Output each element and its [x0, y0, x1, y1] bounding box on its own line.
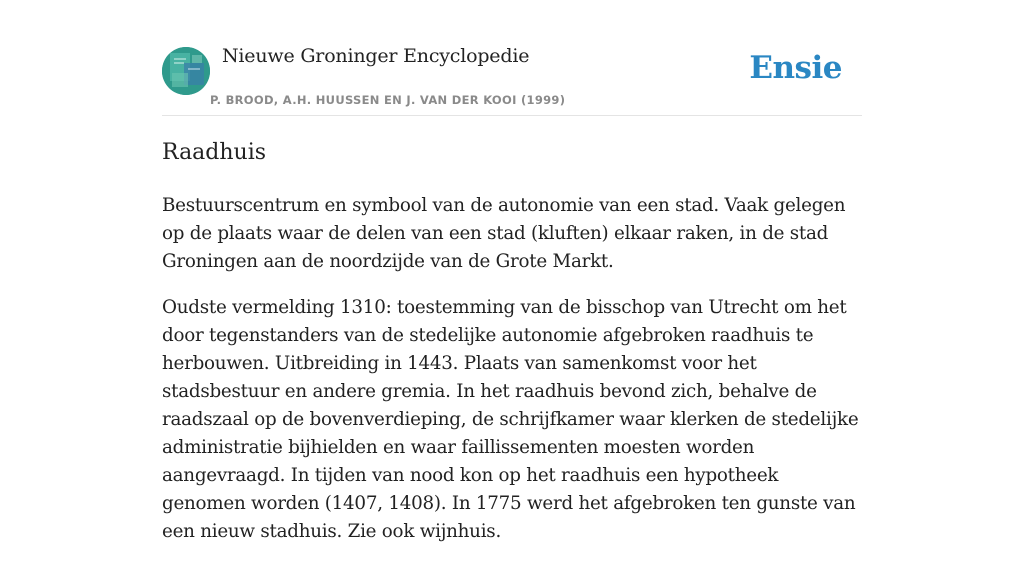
ensie-logo-link[interactable]: Ensie — [749, 50, 842, 86]
paragraph-2-end: . — [495, 521, 501, 542]
book-cover-icon[interactable] — [162, 47, 210, 95]
page-container — [162, 0, 862, 542]
book-header — [162, 0, 862, 116]
see-also-link-wijnhuis[interactable]: wijnhuis — [419, 521, 496, 542]
book-authors: P. BROOD, A.H. HUUSSEN EN J. VAN DER KOOI (1999) — [210, 93, 566, 107]
entry-paragraph-2 — [162, 294, 862, 546]
entry-title: Raadhuis — [162, 140, 267, 165]
book-title[interactable]: Nieuwe Groninger Encyclopedie — [222, 45, 530, 67]
paragraph-2-text: Oudste vermelding 1310: toestemming van de bisschop van Utrecht om het door tegenstanders van de stedelijke autonomie afgebroken raadhuis te herbouwen. Uitbreiding in 1443. Plaats van samenkomst voor het stadsbestuur en andere gremia. In het raadhuis bevond zich, behalve de raadszaal op de bovenverdieping, de schrijfkamer waar klerken de stedelijke administratie bijhielden en waar faillissementen moesten worden aangevraagd. In tijden van nood kon op het raadhuis een hypotheek genomen worden (1407, 1408). In 1775 werd het afgebroken ten gunste van een nieuw stadhuis. Zie ook — [162, 297, 859, 542]
entry-body — [162, 192, 862, 564]
entry-paragraph-1: Bestuurscentrum en symbool van de autonomie van een stad. Vaak gelegen op de plaats waar de delen van een stad (kluften) elkaar raken, in de stad Groningen aan de noordzijde van de Grote Markt. — [162, 195, 846, 272]
